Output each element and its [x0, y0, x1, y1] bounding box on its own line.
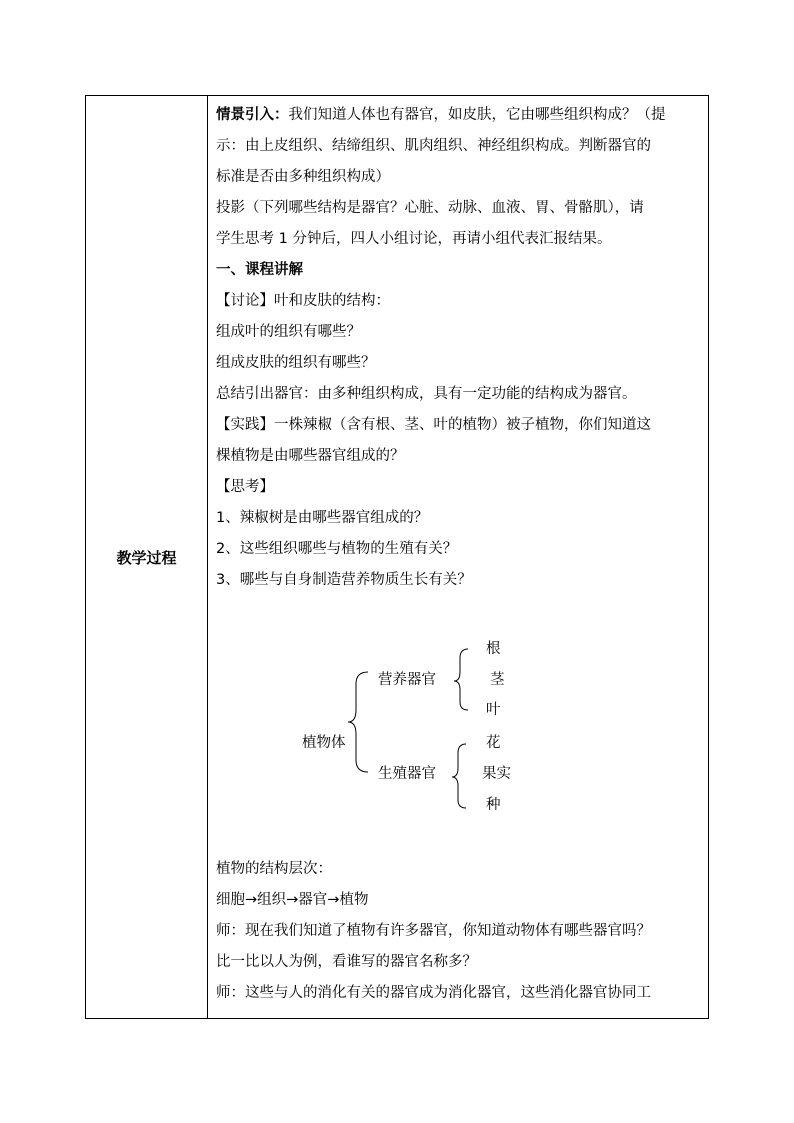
diagram-item-seed: 种 — [486, 797, 501, 813]
section-heading: 一、课程讲解 — [216, 262, 303, 278]
diagram-item-flower: 花 — [486, 735, 501, 751]
levels-chain: 细胞→组织→器官→植物 — [216, 892, 369, 908]
think-item-3: 3、哪些与自身制造营养物质生长有关？ — [216, 572, 472, 588]
diagram-item-stem: 茎 — [490, 672, 505, 688]
content-cell — [208, 96, 709, 1019]
teacher-line-2: 比一比以人为例，看谁写的器官名称多？ — [216, 954, 477, 970]
practice-tag: 【实践】 — [216, 417, 274, 433]
intro-paragraph — [216, 100, 702, 131]
think-item-2: 2、这些组织哪些与植物的生殖有关？ — [216, 541, 458, 557]
practice-text-1: 一株辣椒（含有根、茎、叶的植物）被子植物，你们知道这 — [274, 417, 651, 433]
projection-line-2: 学生思考 1 分钟后，四人小组讨论，再请小组代表汇报结果。 — [216, 231, 612, 247]
teacher-line-1: 师：现在我们知道了植物有许多器官，你知道动物体有哪些器官吗？ — [216, 923, 651, 939]
lesson-table — [85, 95, 709, 1019]
teacher-line-3: 师：这些与人的消化有关的器官成为消化器官，这些消化器官协同工 — [216, 985, 651, 1001]
plant-organ-diagram — [216, 604, 702, 854]
intro-text-1: 我们知道人体也有器官，如皮肤，它由哪些组织构成？（提 — [288, 107, 666, 123]
practice-text-2: 棵植物是由哪些器官组成的？ — [216, 448, 405, 464]
discussion-line — [216, 286, 702, 317]
vegetative-brace — [454, 649, 468, 710]
diagram-item-fruit: 果实 — [482, 766, 511, 782]
discussion-summary: 总结引出器官：由多种组织构成，具有一定功能的结构成为器官。 — [216, 386, 637, 402]
table-row — [86, 96, 709, 1019]
practice-line — [216, 410, 702, 441]
row-label-cell — [86, 96, 208, 1019]
lesson-content — [208, 96, 708, 1009]
reproductive-brace — [452, 744, 466, 808]
diagram-braces — [216, 604, 706, 854]
discussion-tag: 【讨论】 — [216, 293, 274, 309]
main-brace — [348, 672, 368, 772]
diagram-item-leaf: 叶 — [486, 702, 501, 718]
discussion-question-1: 组成叶的组织有哪些？ — [216, 324, 361, 340]
intro-lead: 情景引入： — [216, 107, 289, 123]
think-item-1: 1、辣椒树是由哪些器官组成的？ — [216, 510, 429, 526]
discussion-text: 叶和皮肤的结构： — [274, 293, 390, 309]
intro-text-2: 示：由上皮组织、结缔组织、肌肉组织、神经组织构成。判断器官的 — [216, 138, 651, 154]
discussion-question-2: 组成皮肤的组织有哪些？ — [216, 355, 376, 371]
diagram-item-root: 根 — [486, 641, 501, 657]
levels-heading: 植物的结构层次： — [216, 861, 332, 877]
diagram-root: 植物体 — [302, 735, 346, 751]
projection-line-1: 投影（下列哪些结构是器官？心脏、动脉、血液、胃、骨骼肌），请 — [216, 200, 644, 216]
diagram-vegetative: 营养器官 — [378, 672, 436, 688]
row-label: 教学过程 — [116, 548, 177, 567]
think-tag: 【思考】 — [216, 479, 274, 495]
intro-text-3: 标准是否由多种组织构成） — [216, 169, 390, 185]
diagram-reproductive: 生殖器官 — [378, 766, 436, 782]
